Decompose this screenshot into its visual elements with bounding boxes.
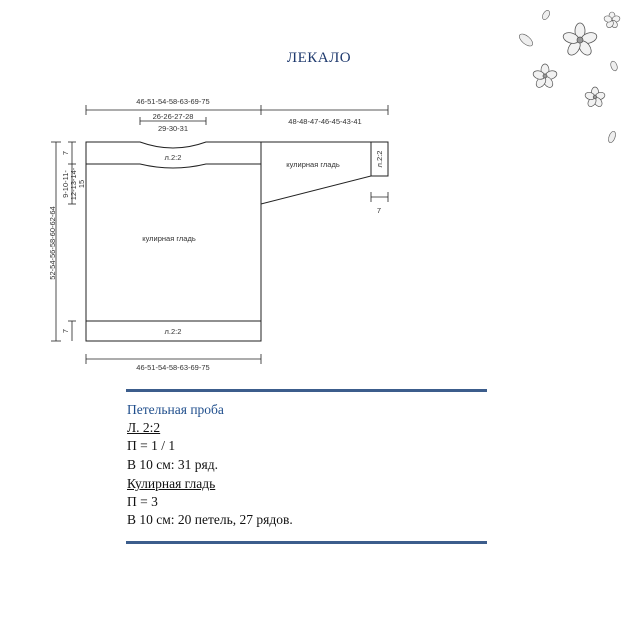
gauge-rib-ratio: П = 1 / 1	[127, 438, 176, 453]
gauge-rib-name: Л. 2:2	[127, 420, 161, 435]
dim-neck-width-1: 26-26-27-28	[152, 112, 194, 121]
yoke-line	[86, 164, 261, 168]
dim-armhole-height-2: 12-13-14-	[69, 167, 78, 201]
flower-icon	[532, 12, 621, 108]
dim-sleeve-length: 48-48-47-46-45-43-41	[288, 117, 362, 126]
gauge-rib-rows: В 10 см: 31 ряд.	[127, 457, 218, 472]
dim-armhole-height-3: 15	[77, 179, 86, 189]
petal-icon	[517, 9, 618, 143]
label-cuff: л.2:2	[375, 150, 384, 168]
gauge-bottom-rule	[126, 541, 487, 544]
label-rib-bottom: л.2:2	[164, 327, 182, 336]
gauge-stst-name: Кулирная гладь	[127, 476, 216, 491]
dim-total-height: 52-54-56-58-60-62-64	[48, 206, 57, 280]
label-rib-top: л.2:2	[164, 153, 182, 162]
dim-yoke-height: 7	[61, 150, 70, 156]
page-title: ЛЕКАЛО	[286, 50, 352, 66]
sleeve-outline	[261, 142, 371, 204]
gauge-heading: Петельная проба	[127, 402, 224, 417]
dim-neck-width-2: 29-30-31	[157, 124, 189, 133]
dim-body-width-bottom: 46-51-54-58-63-69-75	[136, 363, 210, 372]
label-body: кулирная гладь	[142, 234, 196, 243]
dim-armhole-height-1: 9-10-11-	[61, 170, 70, 198]
gauge-top-rule	[126, 389, 487, 392]
gauge-stst-count: В 10 см: 20 петель, 27 рядов.	[127, 512, 293, 527]
gauge-stst-ratio: П = 3	[127, 494, 158, 509]
dim-body-width-top: 46-51-54-58-63-69-75	[136, 97, 210, 106]
dim-rib-height: 7	[61, 328, 70, 334]
label-sleeve: кулирная гладь	[286, 160, 340, 169]
dim-cuff-width: 7	[376, 206, 382, 215]
